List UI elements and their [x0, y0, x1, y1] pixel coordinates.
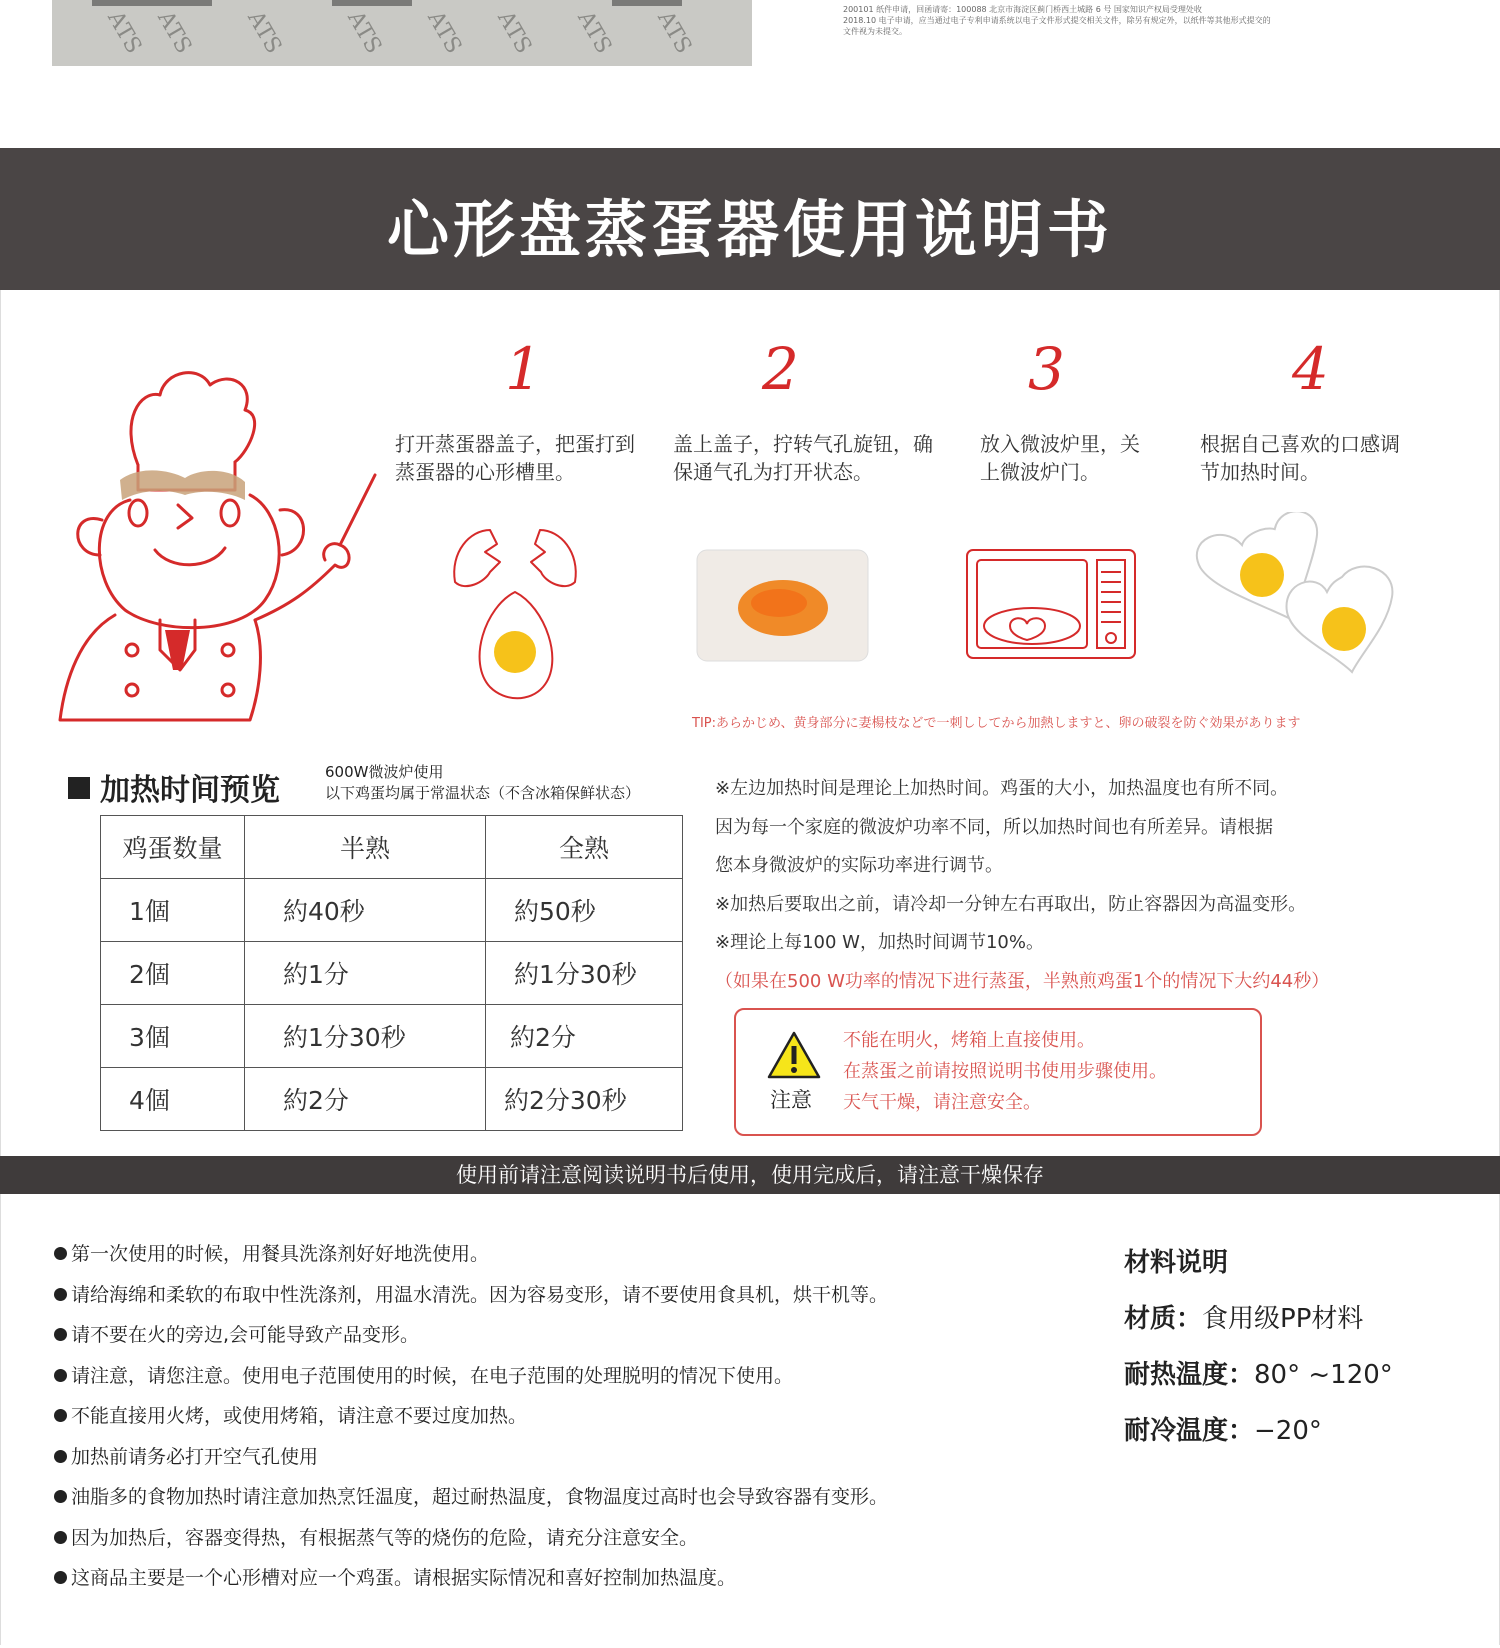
- step-number: 1: [505, 335, 542, 403]
- watermark: ATS: [492, 7, 537, 58]
- watermark: ATS: [102, 7, 147, 58]
- list-item: [54, 1315, 1054, 1356]
- materials-title: 材料说明: [1124, 1248, 1229, 1278]
- list-item-text: 加热前请务必打开空气孔使用: [71, 1445, 319, 1468]
- note-line: （如果在500 W功率的情况下进行蒸蛋，半熟煎鸡蛋1个的情况下大约44秒）: [715, 970, 1330, 992]
- header-cell: 半熟: [245, 816, 486, 879]
- chef-mascot-icon: [50, 350, 390, 735]
- list-item: [54, 1396, 1054, 1437]
- note-line: 因为每一个家庭的微波炉功率不同，所以加热时间也有所差异。请根据: [715, 816, 1273, 838]
- table-cell: 約1分30秒: [486, 942, 683, 1005]
- material-value: 食用级PP材料: [1202, 1304, 1364, 1334]
- bullet-icon: [54, 1409, 67, 1422]
- square-bullet-icon: [68, 777, 90, 799]
- table-header-row: [101, 816, 683, 879]
- list-item: [54, 1558, 1054, 1599]
- step-text: 放入微波炉里，关上微波炉门。: [980, 432, 1140, 484]
- warning-text: [843, 1025, 1167, 1118]
- list-item-text: 不能直接用火烤，或使用烤箱，请注意不要过度加热。: [71, 1405, 528, 1427]
- patent-line: 2018.10 电子申请，应当通过电子专利申请系统以电子文件形式提交相关文件，除另有规定外，以纸件等其他形式提交的: [843, 16, 1271, 25]
- header-cell: 鸡蛋数量: [101, 816, 245, 879]
- table-cell: 約2分: [486, 1005, 683, 1068]
- list-item-text: 因为加热后，容器变得热，有根据蒸气等的烧伤的危险，请充分注意安全。: [71, 1526, 699, 1549]
- bullet-icon: [54, 1531, 67, 1544]
- photo-dark-label: [92, 0, 212, 6]
- bullet-icon: [54, 1571, 67, 1584]
- cracked-egg-icon: [445, 522, 585, 707]
- material-label: 材质：: [1124, 1304, 1203, 1334]
- note-line: ※左边加热时间是理论上加热时间。鸡蛋的大小，加热温度也有所不同。: [715, 778, 1289, 799]
- list-item-text: 这商品主要是一个心形槽对应一个鸡蛋。请根据实际情况和喜好控制加热温度。: [71, 1567, 737, 1589]
- table-cell: 2個: [101, 942, 245, 1005]
- list-item: [54, 1477, 1054, 1518]
- table-row: [101, 1005, 683, 1068]
- warning-triangle-icon: [766, 1030, 822, 1080]
- warning-line: 在蒸蛋之前请按照说明书使用步骤使用。: [843, 1061, 1167, 1082]
- materials-panel: [1124, 1235, 1393, 1459]
- photo-dark-label: [332, 0, 412, 6]
- list-item: [54, 1234, 1054, 1275]
- heating-subtitle: [325, 762, 640, 804]
- table-cell: 約2分: [245, 1068, 486, 1131]
- step-number: 3: [1028, 335, 1065, 403]
- product-photo-strip: [52, 0, 752, 66]
- list-item-text: 油脂多的食物加热时请注意加热烹饪温度，超过耐热温度，食物温度过高时也会导致容器有变形。: [71, 1486, 889, 1508]
- cold-label: 耐冷温度：: [1124, 1416, 1255, 1446]
- watermark: ATS: [152, 7, 197, 58]
- warning-line: 天气干燥，请注意安全。: [843, 1092, 1041, 1113]
- table-cell: 3個: [101, 1005, 245, 1068]
- watermark: ATS: [342, 7, 387, 58]
- note-line: ※理论上每100 W，加热时间调节10%。: [715, 932, 1044, 953]
- egg-steamer-icon: [695, 548, 870, 663]
- table-row: [101, 1068, 683, 1131]
- heat-value: 80° ~120°: [1254, 1360, 1393, 1390]
- heating-title-text: 加热时间预览: [100, 773, 280, 808]
- list-item: [54, 1275, 1054, 1316]
- table-cell: 約40秒: [245, 879, 486, 942]
- microwave-icon: [965, 548, 1137, 660]
- heat-resistance-row: [1124, 1347, 1393, 1403]
- list-item: [54, 1518, 1054, 1559]
- step-text: 盖上盖子，拧转气孔旋钮，确保通气孔为打开状态。: [673, 432, 933, 484]
- watermark: ATS: [652, 7, 697, 58]
- warning-line: 不能在明火，烤箱上直接使用。: [843, 1030, 1095, 1051]
- bullet-icon: [54, 1490, 67, 1503]
- step-number: 2: [762, 335, 799, 403]
- heat-label: 耐热温度：: [1124, 1360, 1255, 1390]
- heating-section-title: [68, 765, 280, 809]
- heart-eggs-icon: [1192, 512, 1417, 687]
- table-cell: 約1分30秒: [245, 1005, 486, 1068]
- table-row: [101, 879, 683, 942]
- watermark: ATS: [422, 7, 467, 58]
- table-cell: 約1分: [245, 942, 486, 1005]
- cold-resistance-row: [1124, 1403, 1393, 1459]
- header-cell: 全熟: [486, 816, 683, 879]
- list-item: [54, 1437, 1054, 1478]
- heating-sub-line: 600W微波炉使用: [325, 763, 444, 781]
- note-line: ※加热后要取出之前，请冷却一分钟左右再取出，防止容器因为高温变形。: [715, 893, 1307, 915]
- step-text: 打开蒸蛋器盖子，把蛋打到蒸蛋器的心形槽里。: [395, 432, 635, 484]
- bullet-icon: [54, 1247, 67, 1260]
- heating-sub-line: 以下鸡蛋均属于常温状态（不含冰箱保鲜状态）: [325, 784, 641, 802]
- tip-note: TIP:あらかじめ、黄身部分に妻楊枝などで一刺ししてから加熱しますと、卵の破裂を防ぐ効果があります: [692, 716, 1301, 731]
- table-cell: 約2分30秒: [486, 1068, 683, 1131]
- table-cell: 約50秒: [486, 879, 683, 942]
- patent-notice: [843, 4, 1423, 37]
- list-item-text: 请给海绵和柔软的布取中性洗涤剂，用温水清洗。因为容易变形，请不要使用食具机，烘干机等。: [71, 1283, 889, 1306]
- photo-dark-label: [612, 0, 682, 6]
- patent-line: 200101 纸件申请，回函请寄：100088 北京市海淀区蓟门桥西土城路 6 号 国家知识产权局受理处收: [843, 5, 1202, 14]
- material-row: [1124, 1291, 1393, 1347]
- patent-line: 文件视为未提交。: [843, 27, 907, 36]
- bullet-icon: [54, 1288, 67, 1301]
- list-item-text: 请不要在火的旁边,会可能导致产品变形。: [71, 1324, 420, 1346]
- table-cell: 1個: [101, 879, 245, 942]
- list-item-text: 第一次使用的时候，用餐具洗涤剂好好地洗使用。: [71, 1243, 490, 1265]
- title-banner: [0, 148, 1500, 290]
- page-title: 心形盘蒸蛋器使用说明书: [386, 193, 1113, 266]
- bullet-icon: [54, 1450, 67, 1463]
- heating-time-table: [100, 815, 683, 1131]
- step-text: 根据自己喜欢的口感调节加热时间。: [1200, 432, 1400, 484]
- usage-list: [54, 1234, 1054, 1599]
- heating-notes: [715, 770, 1435, 1001]
- table-cell: 4個: [101, 1068, 245, 1131]
- table-row: [101, 942, 683, 1005]
- watermark: ATS: [572, 7, 617, 58]
- usage-banner: 使用前请注意阅读说明书后使用，使用完成后，请注意干燥保存: [0, 1156, 1500, 1194]
- bullet-icon: [54, 1369, 67, 1382]
- bullet-icon: [54, 1328, 67, 1341]
- list-item: [54, 1356, 1054, 1397]
- list-item-text: 请注意，请您注意。使用电子范围使用的时候，在电子范围的处理脱明的情况下使用。: [71, 1364, 794, 1387]
- note-line: 您本身微波炉的实际功率进行调节。: [715, 855, 1003, 876]
- watermark: ATS: [242, 7, 287, 58]
- step-number: 4: [1292, 335, 1329, 403]
- warning-label: 注意: [770, 1088, 812, 1112]
- cold-value: −20°: [1254, 1416, 1322, 1446]
